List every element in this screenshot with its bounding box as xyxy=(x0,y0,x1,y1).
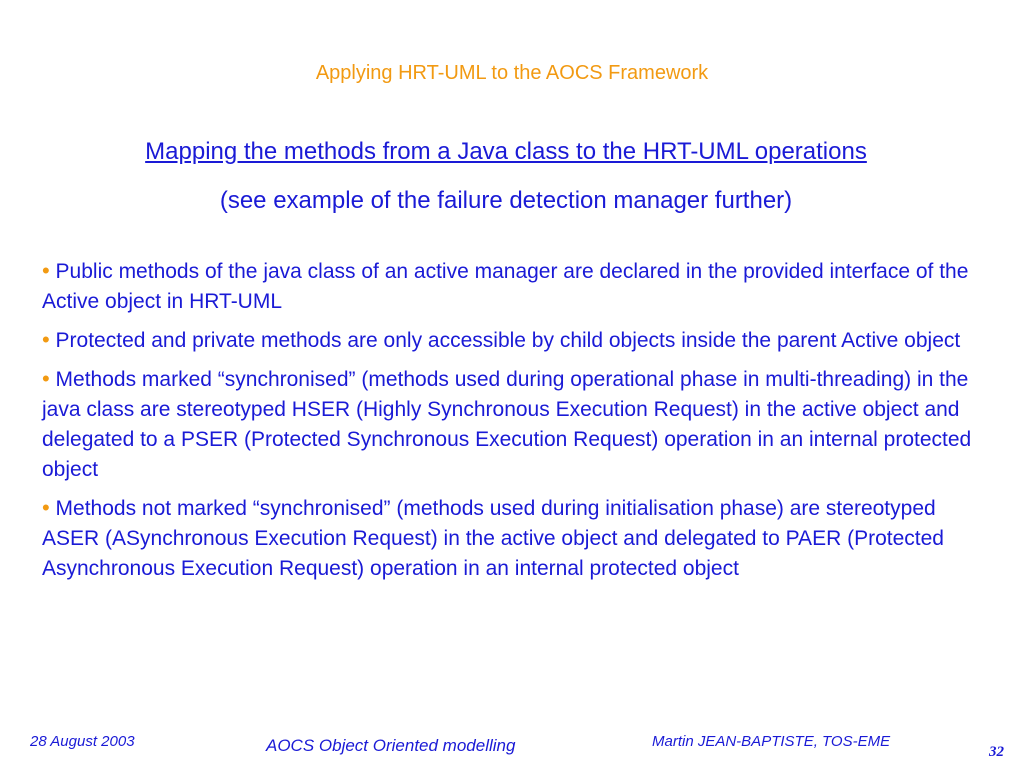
header-title: Applying HRT-UML to the AOCS Framework xyxy=(315,62,709,84)
page-number: 32 xyxy=(989,744,1004,760)
bullet-text: Public methods of the java class of an active manager are declared in the provided interface of the Active object in HRT-UML xyxy=(42,260,969,313)
bullet-item xyxy=(42,325,972,356)
bullet-item xyxy=(42,256,972,317)
slide-title: Mapping the methods from a Java class to the HRT-UML operations xyxy=(145,138,867,165)
bullet-item xyxy=(42,364,972,485)
bullet-text: Methods marked “synchronised” (methods used during operational phase in multi-threading) in the java class are stereotyped HSER (Highly Synchronous Execution Request) in the active object and delegated to a PSER (Protected Synchronous Execution Request) operation in an internal protected object xyxy=(42,368,972,481)
bullet-item xyxy=(42,493,972,584)
bullet-text: Protected and private methods are only accessible by child objects inside the parent Active object xyxy=(49,329,961,352)
slide-subtitle: (see example of the failure detection manager further) xyxy=(219,187,793,214)
bullet-list xyxy=(42,256,972,592)
bullet-dot-icon: • xyxy=(42,258,50,283)
bullet-text: Methods not marked “synchronised” (methods used during initialisation phase) are stereotyped ASER (ASynchronous Execution Request) in the active object and delegated to PAER (Protected Asynchronous Execution Request) operation in an internal protected object xyxy=(42,497,944,580)
footer-presentation-title: AOCS Object Oriented modelling xyxy=(266,736,516,755)
footer-author: Martin JEAN-BAPTISTE, TOS-EME xyxy=(652,733,891,750)
bullet-dot-icon: • xyxy=(42,327,50,352)
footer-date: 28 August 2003 xyxy=(30,733,135,750)
bullet-dot-icon: • xyxy=(42,366,50,391)
bullet-dot-icon: • xyxy=(42,495,50,520)
